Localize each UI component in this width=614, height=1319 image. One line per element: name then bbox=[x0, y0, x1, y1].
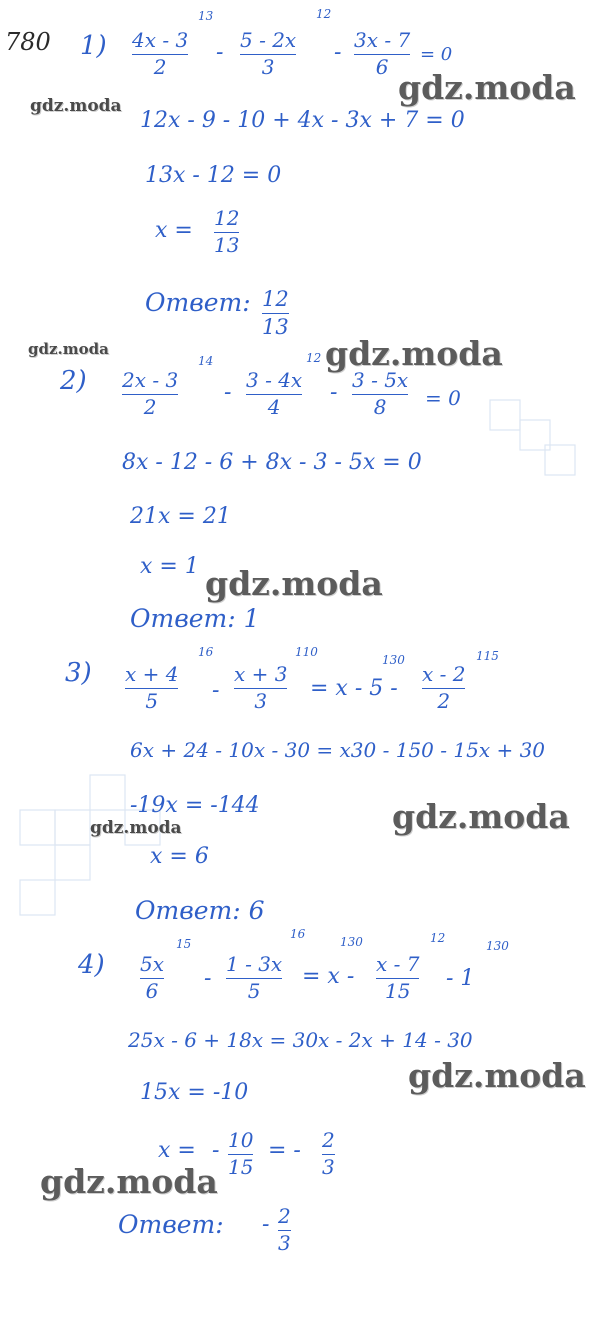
problem-number: 780 bbox=[5, 28, 51, 56]
denominator: 5 bbox=[247, 979, 261, 1003]
denominator: 15 bbox=[228, 1155, 254, 1179]
part-1-answer-value bbox=[262, 288, 289, 338]
part-4-middle: = x - bbox=[302, 964, 355, 989]
watermark: gdz.moda bbox=[40, 1162, 218, 1201]
numerator: x - 2 bbox=[422, 662, 466, 686]
numerator: 12 bbox=[214, 206, 240, 230]
part-1-step-2: 13x - 12 = 0 bbox=[145, 163, 282, 188]
part-4-answer-value bbox=[278, 1206, 291, 1254]
numerator: x - 7 bbox=[376, 952, 420, 976]
watermark: gdz.moda bbox=[28, 340, 109, 358]
part-1-term-2 bbox=[240, 30, 296, 78]
numerator: 4x - 3 bbox=[132, 28, 189, 52]
part-4-term-3 bbox=[376, 954, 419, 1002]
part-2-term-2 bbox=[246, 370, 302, 418]
watermark: gdz.moda bbox=[30, 96, 122, 116]
numerator: 3 - 5x bbox=[352, 368, 409, 392]
part-2-label: 2) bbox=[60, 366, 87, 396]
part-1-answer-label: Ответ: bbox=[145, 288, 251, 317]
denominator: 6 bbox=[145, 979, 159, 1003]
denominator: 15 bbox=[385, 979, 411, 1003]
part-1-x-value bbox=[214, 208, 239, 256]
watermark: gdz.moda bbox=[90, 818, 182, 838]
part-4-x-simplified bbox=[322, 1130, 335, 1178]
watermark: gdz.moda bbox=[408, 1056, 586, 1095]
multiplier: 12 bbox=[430, 931, 446, 945]
part-2-step-2: 21x = 21 bbox=[130, 504, 231, 529]
part-3-step-3: x = 6 bbox=[150, 844, 209, 869]
part-3-term-3 bbox=[422, 664, 465, 712]
part-4-label: 4) bbox=[78, 950, 105, 980]
part-3-answer: Ответ: 6 bbox=[135, 896, 265, 925]
numerator: x + 3 bbox=[234, 662, 288, 686]
multiplier: 14 bbox=[198, 354, 214, 368]
multiplier: 110 bbox=[295, 645, 318, 659]
part-4-answer-label: Ответ: bbox=[118, 1210, 224, 1239]
multiplier: 130 bbox=[382, 653, 405, 667]
part-4-term-2 bbox=[226, 954, 282, 1002]
watermark: gdz.moda bbox=[325, 334, 503, 373]
operator: - bbox=[212, 678, 220, 703]
part-1-step-1: 12x - 9 - 10 + 4x - 3x + 7 = 0 bbox=[140, 108, 465, 133]
multiplier: 12 bbox=[306, 351, 322, 365]
part-4-tail: - 1 bbox=[446, 966, 475, 991]
watermark: gdz.moda bbox=[392, 797, 570, 836]
multiplier: 130 bbox=[340, 935, 363, 949]
numerator: 2 bbox=[278, 1204, 291, 1228]
part-1-label: 1) bbox=[80, 31, 107, 61]
numerator: 2x - 3 bbox=[122, 368, 179, 392]
denominator: 13 bbox=[262, 315, 289, 340]
numerator: 5x bbox=[140, 952, 165, 976]
part-2-answer: Ответ: 1 bbox=[130, 604, 260, 633]
operator: - bbox=[334, 40, 342, 65]
denominator: 8 bbox=[373, 395, 387, 419]
numerator: 12 bbox=[262, 287, 289, 311]
multiplier: 13 bbox=[198, 9, 214, 23]
operator: - bbox=[330, 380, 338, 405]
part-2-term-1 bbox=[122, 370, 178, 418]
multiplier: 12 bbox=[316, 7, 332, 21]
equals-zero: = 0 bbox=[425, 386, 461, 410]
operator: - bbox=[204, 966, 212, 991]
part-2-step-3: x = 1 bbox=[140, 554, 199, 579]
part-3-term-1 bbox=[125, 664, 178, 712]
part-4-step-3: x = bbox=[158, 1138, 196, 1163]
multiplier: 15 bbox=[176, 937, 192, 951]
part-3-middle: = x - 5 - bbox=[310, 676, 398, 701]
part-4-x-value bbox=[228, 1130, 253, 1178]
part-2-term-3 bbox=[352, 370, 408, 418]
denominator: 6 bbox=[375, 55, 389, 79]
numerator: 5 - 2x bbox=[240, 28, 297, 52]
watermark: gdz.moda bbox=[205, 564, 383, 603]
part-3-term-2 bbox=[234, 664, 287, 712]
part-4-term-1 bbox=[140, 954, 164, 1002]
equals-zero: = 0 bbox=[420, 44, 453, 65]
operator: - bbox=[216, 40, 224, 65]
denominator: 4 bbox=[267, 395, 281, 419]
denominator: 2 bbox=[437, 689, 451, 713]
part-4-step-2: 15x = -10 bbox=[140, 1080, 249, 1105]
denominator: 3 bbox=[261, 55, 275, 79]
numerator: x + 4 bbox=[125, 662, 179, 686]
denominator: 3 bbox=[278, 1231, 291, 1255]
watermark: gdz.moda bbox=[398, 68, 576, 107]
multiplier: 16 bbox=[198, 645, 214, 659]
operator: - bbox=[224, 380, 232, 405]
denominator: 3 bbox=[254, 689, 268, 713]
denominator: 5 bbox=[145, 689, 159, 713]
numerator: 1 - 3x bbox=[226, 952, 283, 976]
denominator: 13 bbox=[214, 233, 240, 257]
multiplier: 16 bbox=[290, 927, 306, 941]
denominator: 2 bbox=[153, 55, 167, 79]
equals-minus: = - bbox=[268, 1138, 301, 1163]
multiplier: 130 bbox=[486, 939, 509, 953]
part-1-term-1 bbox=[132, 30, 188, 78]
numerator: 10 bbox=[228, 1128, 254, 1152]
part-4-step-1: 25x - 6 + 18x = 30x - 2x + 14 - 30 bbox=[128, 1028, 473, 1052]
part-3-step-2: -19x = -144 bbox=[130, 793, 260, 818]
part-1-step-3: x = bbox=[155, 218, 193, 243]
part-4-answer-sign: - bbox=[262, 1212, 270, 1237]
numerator: 3x - 7 bbox=[354, 28, 411, 52]
numerator: 3 - 4x bbox=[246, 368, 303, 392]
grid-decoration bbox=[470, 395, 580, 485]
denominator: 3 bbox=[322, 1155, 335, 1179]
minus-sign: - bbox=[212, 1138, 220, 1163]
part-3-label: 3) bbox=[65, 658, 92, 688]
part-2-step-1: 8x - 12 - 6 + 8x - 3 - 5x = 0 bbox=[122, 450, 422, 475]
part-3-step-1: 6x + 24 - 10x - 30 = x30 - 150 - 15x + 30 bbox=[130, 738, 546, 762]
numerator: 2 bbox=[322, 1128, 335, 1152]
denominator: 2 bbox=[143, 395, 157, 419]
multiplier: 115 bbox=[476, 649, 499, 663]
